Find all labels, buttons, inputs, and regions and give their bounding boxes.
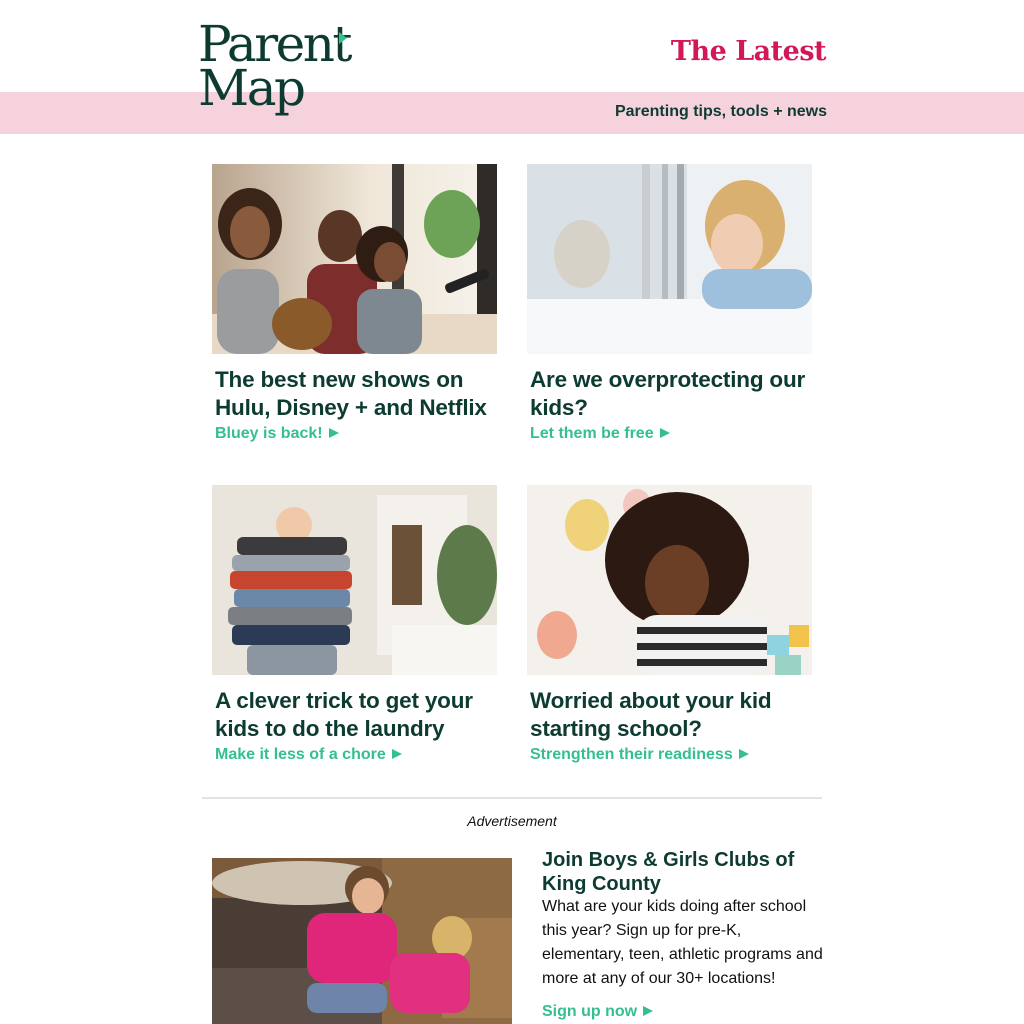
article-card[interactable] <box>212 485 497 763</box>
article-image-tv-family[interactable] <box>212 164 497 354</box>
ad-title[interactable]: Join Boys & Girls Clubs of King County <box>542 849 795 895</box>
play-arrow-icon <box>660 428 670 438</box>
logo-text-line1: Parent <box>198 15 350 73</box>
article-card[interactable] <box>212 164 497 442</box>
tagline: Parenting tips, tools + news <box>614 103 827 120</box>
section-title: The Latest <box>670 36 826 67</box>
ad-cta-text: Sign up now <box>542 1003 638 1020</box>
article-card[interactable] <box>527 164 812 442</box>
logo-text-line2: Map <box>198 59 304 117</box>
play-arrow-icon <box>329 428 339 438</box>
article-link[interactable] <box>530 746 749 764</box>
advertisement-label: Advertisement <box>467 813 557 829</box>
article-title[interactable]: The best new shows on Hulu, Disney + and Netflix <box>215 367 487 420</box>
article-image-child-window[interactable] <box>527 164 812 354</box>
article-link-text: Let them be free <box>530 425 654 442</box>
article-link[interactable] <box>215 425 339 443</box>
play-arrow-icon <box>392 749 402 759</box>
article-title[interactable]: Are we overprotecting our kids? <box>530 367 806 420</box>
ad-cta-link[interactable] <box>542 1003 653 1021</box>
ad-image-kids-playground[interactable] <box>212 858 512 1024</box>
article-link-text: Bluey is back! <box>215 425 323 442</box>
play-arrow-icon <box>739 749 749 759</box>
play-arrow-icon <box>643 1006 653 1016</box>
logo-play-icon <box>339 32 347 44</box>
parentmap-logo[interactable] <box>198 15 353 122</box>
article-image-laundry-pile[interactable] <box>212 485 497 675</box>
section-divider <box>202 797 822 799</box>
article-link[interactable] <box>215 746 402 764</box>
article-link-text: Strengthen their readiness <box>530 746 733 763</box>
article-image-child-blocks[interactable] <box>527 485 812 675</box>
article-title[interactable]: A clever trick to get your kids to do the laundry <box>215 688 473 741</box>
article-title[interactable]: Worried about your kid starting school? <box>530 688 772 741</box>
article-link[interactable] <box>530 425 670 443</box>
article-link-text: Make it less of a chore <box>215 746 386 763</box>
header <box>0 0 1024 134</box>
tagline-band <box>0 92 1024 134</box>
article-card[interactable] <box>527 485 812 763</box>
ad-body-text: What are your kids doing after school this year? Sign up for pre-K, elementary, teen, athletic programs and more at any of our 30+ locations! <box>542 898 823 987</box>
